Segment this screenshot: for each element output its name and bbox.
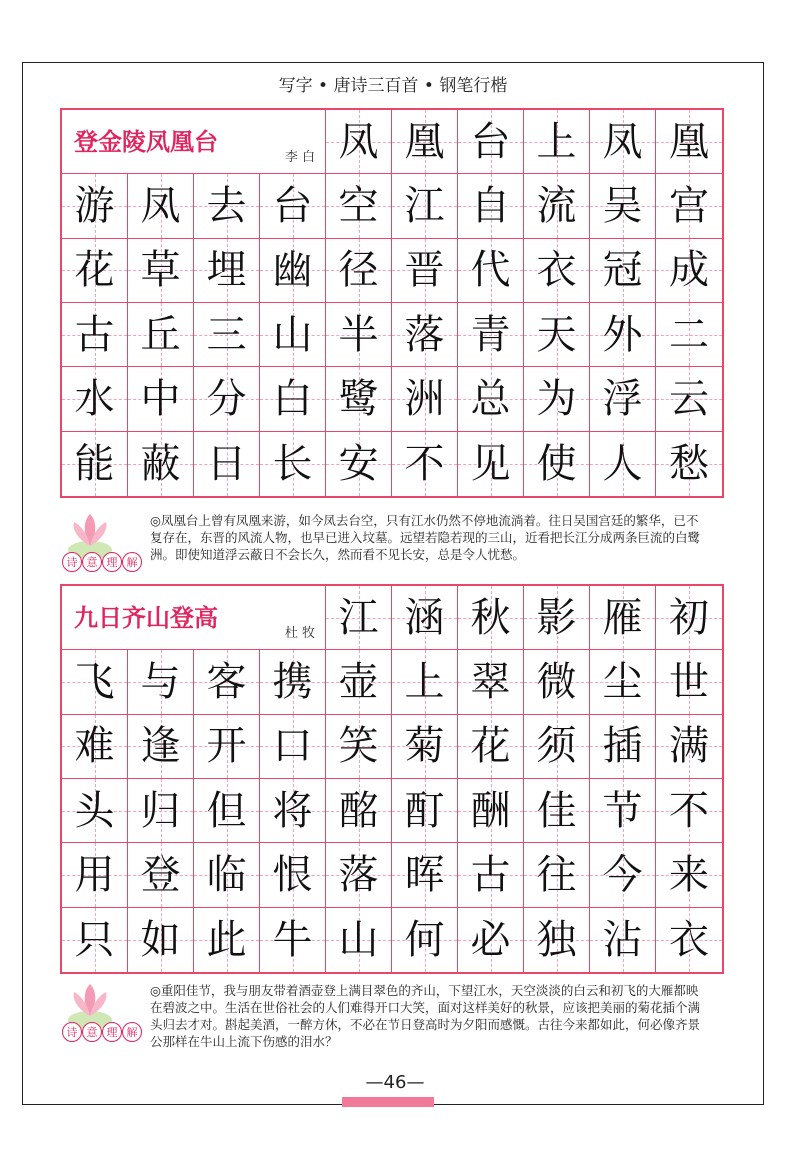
note-label [62,552,142,572]
practice-character: 草 [140,247,181,294]
grid-cell [128,715,194,779]
grid-cell [128,650,194,714]
grid-cell [128,843,194,907]
practice-character: 独 [536,916,577,963]
grid-cell [326,303,392,367]
practice-character: 用 [74,851,115,898]
practice-character: 沾 [602,916,643,963]
practice-character: 中 [140,375,181,422]
practice-character: 秋 [470,594,511,641]
grid-cell [656,586,722,650]
grid-cell [326,650,392,714]
practice-character: 江 [338,594,379,641]
practice-character: 往 [536,851,577,898]
page-number: —46— [365,1072,425,1093]
grid-cell [524,779,590,843]
grid-cell [260,715,326,779]
practice-character: 壶 [338,658,379,705]
grid-cell [194,908,260,972]
grid-cell [458,650,524,714]
lotus-icon [60,506,146,594]
practice-character: 日 [206,440,247,487]
practice-character: 节 [602,787,643,834]
practice-character: 愁 [669,440,709,487]
grid-cell [458,367,524,431]
note-label-char: 理 [102,1022,122,1042]
practice-character: 佳 [536,787,577,834]
practice-character: 成 [669,247,709,294]
practice-character: 如 [140,916,181,963]
practice-character: 何 [404,916,445,963]
grid-cell [590,239,656,303]
practice-character: 古 [74,311,115,358]
poem-grid-2 [60,584,724,974]
poem-title: 登金陵凤凰台 [74,127,218,156]
grid-cell [590,908,656,972]
practice-character: 吴 [602,182,643,229]
grid-cell [458,586,524,650]
grid-cell [524,650,590,714]
practice-character: 鹭 [338,375,379,422]
grid-cell [128,908,194,972]
grid-cell [656,843,722,907]
poem-title: 九日齐山登高 [74,603,218,632]
grid-cell [656,239,722,303]
grid-cell [260,432,326,496]
grid-cell [260,779,326,843]
grid-cell [656,110,722,174]
practice-character: 微 [536,658,577,705]
grid-cell [128,174,194,238]
practice-character: 半 [338,311,379,358]
practice-character: 落 [404,311,445,358]
grid-cell [62,908,128,972]
grid-cell [458,110,524,174]
grid-cell [62,779,128,843]
practice-character: 世 [669,658,709,705]
grid-cell [590,715,656,779]
poem-author: 李 白 [284,150,315,166]
grid-cell [656,715,722,779]
grid-cell [194,779,260,843]
practice-character: 冠 [602,247,643,294]
grid-cell [128,239,194,303]
practice-character: 牛 [272,916,313,963]
poem-author: 杜 牧 [284,626,315,642]
grid-cell [326,908,392,972]
grid-cell [458,303,524,367]
practice-character: 自 [470,182,511,229]
note-label-char: 意 [82,552,102,572]
grid-cell [260,650,326,714]
grid-cell [62,843,128,907]
practice-character: 洲 [404,375,445,422]
practice-character: 头 [74,787,115,834]
grid-cell [656,432,722,496]
practice-character: 蔽 [140,440,181,487]
practice-character: 影 [536,594,577,641]
grid-cell [326,843,392,907]
grid-cell [62,432,128,496]
grid-cell [62,650,128,714]
lotus-icon [60,976,146,1064]
practice-character: 菊 [404,723,445,770]
grid-cell [62,303,128,367]
grid-cell [326,174,392,238]
grid-cell [194,843,260,907]
grid-cell [590,779,656,843]
grid-cell [524,174,590,238]
practice-character: 必 [470,916,511,963]
grid-cell [392,779,458,843]
practice-character: 今 [602,851,643,898]
note-label [62,1022,142,1042]
grid-cell [590,303,656,367]
note-label-char: 意 [82,1022,102,1042]
practice-character: 归 [140,787,181,834]
grid-cell [194,432,260,496]
practice-character: 云 [669,375,709,422]
practice-character: 登 [140,851,181,898]
practice-character: 天 [536,311,577,358]
practice-character: 将 [272,787,313,834]
grid-cell [128,367,194,431]
practice-character: 山 [338,916,379,963]
grid-cell [392,239,458,303]
grid-cell [260,303,326,367]
grid-cell [458,715,524,779]
practice-character: 流 [536,182,577,229]
practice-character: 江 [404,182,445,229]
grid-cell [326,239,392,303]
grid-cell [194,174,260,238]
practice-character: 晋 [404,247,445,294]
grid-cell [260,843,326,907]
practice-character: 来 [669,851,709,898]
grid-cell [326,586,392,650]
practice-character: 能 [74,440,115,487]
grid-cell [590,650,656,714]
grid-cell [458,843,524,907]
poem-note-text: ◎重阳佳节，我与朋友带着酒壶登上满目翠色的齐山，下望江水，天空淡淡的白云和初飞的大雁都映在碧波之中。生活在世俗社会的人们难得开口大笑，面对这样美好的秋景，应该把美丽的菊花插个满头归去才对。斟起美酒，一醉方休，不必在节日登高时为夕阳而感慨。古往今来都如此，何必像齐景公那样在牛山上流下伤感的泪水？ [150,983,701,1049]
poem-grid-1 [60,108,724,498]
practice-character: 笑 [338,723,379,770]
practice-character: 总 [470,375,511,422]
grid-cell [590,586,656,650]
practice-character: 酩 [338,787,379,834]
practice-character: 花 [470,723,511,770]
grid-cell [590,174,656,238]
practice-character: 口 [272,723,313,770]
grid-cell [128,432,194,496]
note-label-char: 理 [102,552,122,572]
note-label-char: 诗 [62,552,82,572]
grid-cell [326,715,392,779]
grid-cell [458,779,524,843]
grid-cell [194,367,260,431]
grid-cell [392,715,458,779]
grid-cell [458,239,524,303]
practice-character: 凰 [669,118,709,165]
practice-character: 插 [602,723,643,770]
practice-character: 人 [602,440,643,487]
practice-character: 三 [206,311,247,358]
grid-cell [326,110,392,174]
practice-character: 落 [338,851,379,898]
grid-cell [194,715,260,779]
grid-cell [392,174,458,238]
grid-cell [128,779,194,843]
practice-character: 满 [669,723,709,770]
practice-character: 凤 [338,118,379,165]
practice-character: 酊 [404,787,445,834]
grid-cell [392,908,458,972]
practice-character: 山 [272,311,313,358]
grid-cell [524,432,590,496]
practice-character: 晖 [404,851,445,898]
grid-cell [392,303,458,367]
grid-cell [656,779,722,843]
practice-character: 只 [74,916,115,963]
practice-character: 不 [669,787,709,834]
practice-character: 二 [669,311,709,358]
practice-character: 上 [536,118,577,165]
practice-character: 长 [272,440,313,487]
grid-cell [326,432,392,496]
grid-cell [392,586,458,650]
poem-note-text: ◎凤凰台上曾有凤凰来游，如今凤去台空，只有江水仍然不停地流淌着。往日吴国宫廷的繁华，已不复存在，东晋的风流人物，也早已进入坟墓。远望若隐若现的三山，近看把长江分成两条巨流的白鹭洲。即使知道浮云蔽日不会长久，然而看不见长安，总是令人忧愁。 [150,513,701,562]
practice-character: 难 [74,723,115,770]
poem-title-block [62,586,326,650]
practice-character: 客 [206,658,247,705]
poem-note-2 [60,976,724,1066]
grid-cell [128,303,194,367]
practice-character: 径 [338,247,379,294]
note-label-char: 诗 [62,1022,82,1042]
grid-cell [656,303,722,367]
practice-character: 衣 [536,247,577,294]
grid-cell [194,650,260,714]
grid-cell [392,843,458,907]
practice-character: 酬 [470,787,511,834]
grid-cell [260,367,326,431]
poem-title-block [62,110,326,174]
practice-character: 古 [470,851,511,898]
practice-character: 此 [206,916,247,963]
grid-cell [524,367,590,431]
grid-cell [62,239,128,303]
grid-cell [392,367,458,431]
grid-cell [194,303,260,367]
grid-cell [326,779,392,843]
grid-cell [62,715,128,779]
practice-character: 衣 [669,916,709,963]
practice-character: 携 [272,658,313,705]
grid-cell [392,110,458,174]
grid-cell [392,650,458,714]
practice-character: 见 [470,440,511,487]
grid-cell [458,432,524,496]
grid-cell [656,367,722,431]
note-label-char: 解 [122,1022,142,1042]
practice-character: 与 [140,658,181,705]
practice-character: 凤 [602,118,643,165]
practice-character: 外 [602,311,643,358]
practice-character: 水 [74,375,115,422]
practice-character: 飞 [74,658,115,705]
grid-cell [590,367,656,431]
grid-cell [524,586,590,650]
practice-character: 空 [338,182,379,229]
practice-character: 使 [536,440,577,487]
practice-character: 为 [536,375,577,422]
practice-character: 埋 [206,247,247,294]
grid-cell [260,174,326,238]
grid-cell [590,843,656,907]
practice-character: 青 [470,311,511,358]
poem-note-1 [60,506,724,596]
practice-character: 尘 [602,658,643,705]
note-label-char: 解 [122,552,142,572]
grid-cell [656,908,722,972]
practice-character: 恨 [272,851,313,898]
grid-cell [524,715,590,779]
grid-cell [656,650,722,714]
practice-character: 临 [206,851,247,898]
grid-cell [62,367,128,431]
grid-cell [524,843,590,907]
page-header: 写字 • 唐诗三百首 • 钢笔行楷 [278,76,508,96]
practice-character: 但 [206,787,247,834]
grid-cell [260,239,326,303]
grid-cell [62,174,128,238]
practice-character: 台 [272,182,313,229]
practice-character: 安 [338,440,379,487]
grid-cell [656,174,722,238]
practice-character: 涵 [404,594,445,641]
practice-character: 雁 [602,594,643,641]
grid-cell [590,110,656,174]
practice-character: 浮 [602,375,643,422]
practice-character: 不 [404,440,445,487]
practice-character: 幽 [272,247,313,294]
practice-character: 宫 [669,182,709,229]
practice-character: 丘 [140,311,181,358]
grid-cell [326,367,392,431]
decorative-strip [342,1097,434,1107]
grid-cell [524,110,590,174]
practice-character: 分 [206,375,247,422]
practice-character: 逢 [140,723,181,770]
practice-character: 初 [669,594,709,641]
grid-cell [590,432,656,496]
practice-character: 台 [470,118,511,165]
practice-character: 代 [470,247,511,294]
grid-cell [524,303,590,367]
practice-character: 凤 [140,182,181,229]
practice-character: 白 [272,375,313,422]
practice-character: 须 [536,723,577,770]
grid-cell [458,908,524,972]
practice-character: 翠 [470,658,511,705]
practice-character: 凰 [404,118,445,165]
grid-cell [524,239,590,303]
grid-cell [524,908,590,972]
practice-character: 上 [404,658,445,705]
practice-character: 去 [206,182,247,229]
practice-character: 花 [74,247,115,294]
grid-cell [194,239,260,303]
practice-character: 游 [74,182,115,229]
grid-cell [260,908,326,972]
practice-character: 开 [206,723,247,770]
grid-cell [392,432,458,496]
grid-cell [458,174,524,238]
